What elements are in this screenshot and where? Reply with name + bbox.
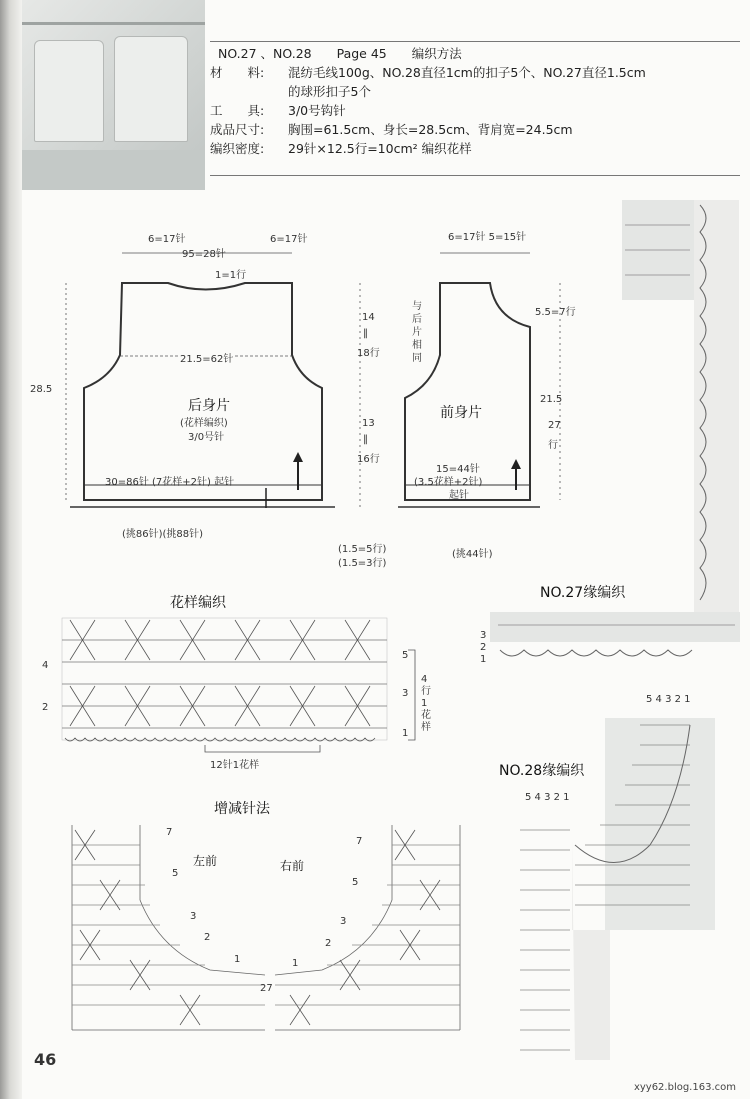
incdec-mark: 5 xyxy=(172,868,179,879)
back-sub1: (花样编织) xyxy=(180,418,228,429)
watermark: xyy62.blog.163.com xyxy=(633,1082,736,1093)
header-title-line: NO.27 、NO.28 Page 45 编织方法 xyxy=(218,46,462,61)
front-cast-on-1: 15=44针 xyxy=(436,464,480,475)
back-piece-outline xyxy=(84,283,322,500)
front-cast-on-2: (3.5花样+2针) xyxy=(414,477,483,488)
pattern-repeat-label: 12针1花样 xyxy=(210,760,260,771)
incdec-mark: 1 xyxy=(292,958,299,969)
front-top-label: 6=17针 5=15针 xyxy=(448,232,527,243)
edge27-row: 3 xyxy=(480,630,487,641)
pattern-title: 花样编织 xyxy=(170,595,226,611)
back-neck-rows-label: 1=1行 xyxy=(215,270,247,281)
back-sub2: 3/0号针 xyxy=(188,432,225,443)
front-cast-on-3: 起针 xyxy=(449,490,469,501)
incdec-mark: 3 xyxy=(190,911,197,922)
equals-mark: ‖ xyxy=(363,328,368,339)
no27-edging-title: NO.27缘编织 xyxy=(540,585,626,601)
same-as-back-note: 与 后 片 相 同 xyxy=(412,301,422,364)
back-chest-label: 21.5=62针 xyxy=(178,350,235,365)
incdec-mark: 2 xyxy=(204,932,211,943)
back-shoulder-right-label: 6=17针 xyxy=(270,234,308,245)
row-mark: 1 xyxy=(402,728,409,739)
incdec-mark: 5 xyxy=(352,877,359,888)
row-mark: 3 xyxy=(402,688,409,699)
back-shoulder-left-label: 6=17针 xyxy=(148,234,186,245)
incdec-mark: 1 xyxy=(234,954,241,965)
header-row: 工 具: 3/0号钩针 xyxy=(210,103,346,118)
back-neck-label: 95=28针 xyxy=(182,249,226,260)
back-piece-title: 后身片 xyxy=(188,398,230,414)
incdec-mark: 7 xyxy=(166,827,173,838)
edge-rows-label-2: (1.5=3行) xyxy=(338,558,387,569)
header-row: 编织密度: 29针×12.5行=10cm² 编织花样 xyxy=(210,141,472,156)
back-cast-on-label: 30=86针 (7花样+2针) 起针 xyxy=(105,477,235,488)
incdec-left-chart xyxy=(72,825,265,1030)
header-row: 成品尺寸: 胸围=61.5cm、身长=28.5cm、背肩宽=24.5cm xyxy=(210,122,573,137)
header-row: 材 料: 混纺毛线100g、NO.28直径1cm的扣子5个、NO.27直径1.5cm xyxy=(210,65,646,80)
left-front-label: 左前 xyxy=(193,854,218,868)
edge27-row: 1 xyxy=(480,654,487,665)
edge27-row: 2 xyxy=(480,642,487,653)
up-arrow-front-head xyxy=(511,459,521,469)
front-pick-label: (挑44针) xyxy=(452,549,493,560)
edge28-cols-a: 5 4 3 2 1 xyxy=(646,694,691,705)
incdec-title: 增减针法 xyxy=(214,801,270,817)
up-arrow-head xyxy=(293,452,303,462)
right-front-label: 右前 xyxy=(280,859,305,873)
front-piece-title: 前身片 xyxy=(440,405,482,421)
row-mark: 4 xyxy=(42,660,49,671)
incdec-right-chart xyxy=(275,825,460,1030)
incdec-mark: 3 xyxy=(340,916,347,927)
incdec-mark: 7 xyxy=(356,836,363,847)
front-length-unit: 行 xyxy=(548,440,558,451)
page-number: 46 xyxy=(34,1050,57,1069)
pattern-swatch xyxy=(62,618,415,752)
armhole-rows-label: 18行 xyxy=(357,348,380,359)
no28-edging-title: NO.28缘编织 xyxy=(499,763,585,779)
front-length-cm: 21.5 xyxy=(540,394,563,405)
edge-rows-label-1: (1.5=5行) xyxy=(338,544,387,555)
incdec-mark: 2 xyxy=(325,938,332,949)
back-pick-label: (挑86针)(挑88针) xyxy=(122,529,204,540)
row-mark: 5 xyxy=(402,650,409,661)
edge28-cols-b: 5 4 3 2 1 xyxy=(525,792,570,803)
body-rows-label: 16行 xyxy=(357,454,380,465)
front-length-rows: 27 xyxy=(548,420,561,431)
equals-mark: ‖ xyxy=(363,434,368,445)
incdec-mark: 27 xyxy=(260,983,273,994)
header-row: 的球形扣子5个 xyxy=(288,84,371,99)
row-mark: 2 xyxy=(42,702,49,713)
body-cm-label: 13 xyxy=(362,418,375,429)
armhole-cm-label: 14 xyxy=(362,312,375,323)
back-height-label: 28.5 xyxy=(30,384,53,395)
pattern-rows-note: 4 行 1 花 样 xyxy=(421,674,431,733)
front-neck-depth-label: 5.5=7行 xyxy=(535,307,576,318)
